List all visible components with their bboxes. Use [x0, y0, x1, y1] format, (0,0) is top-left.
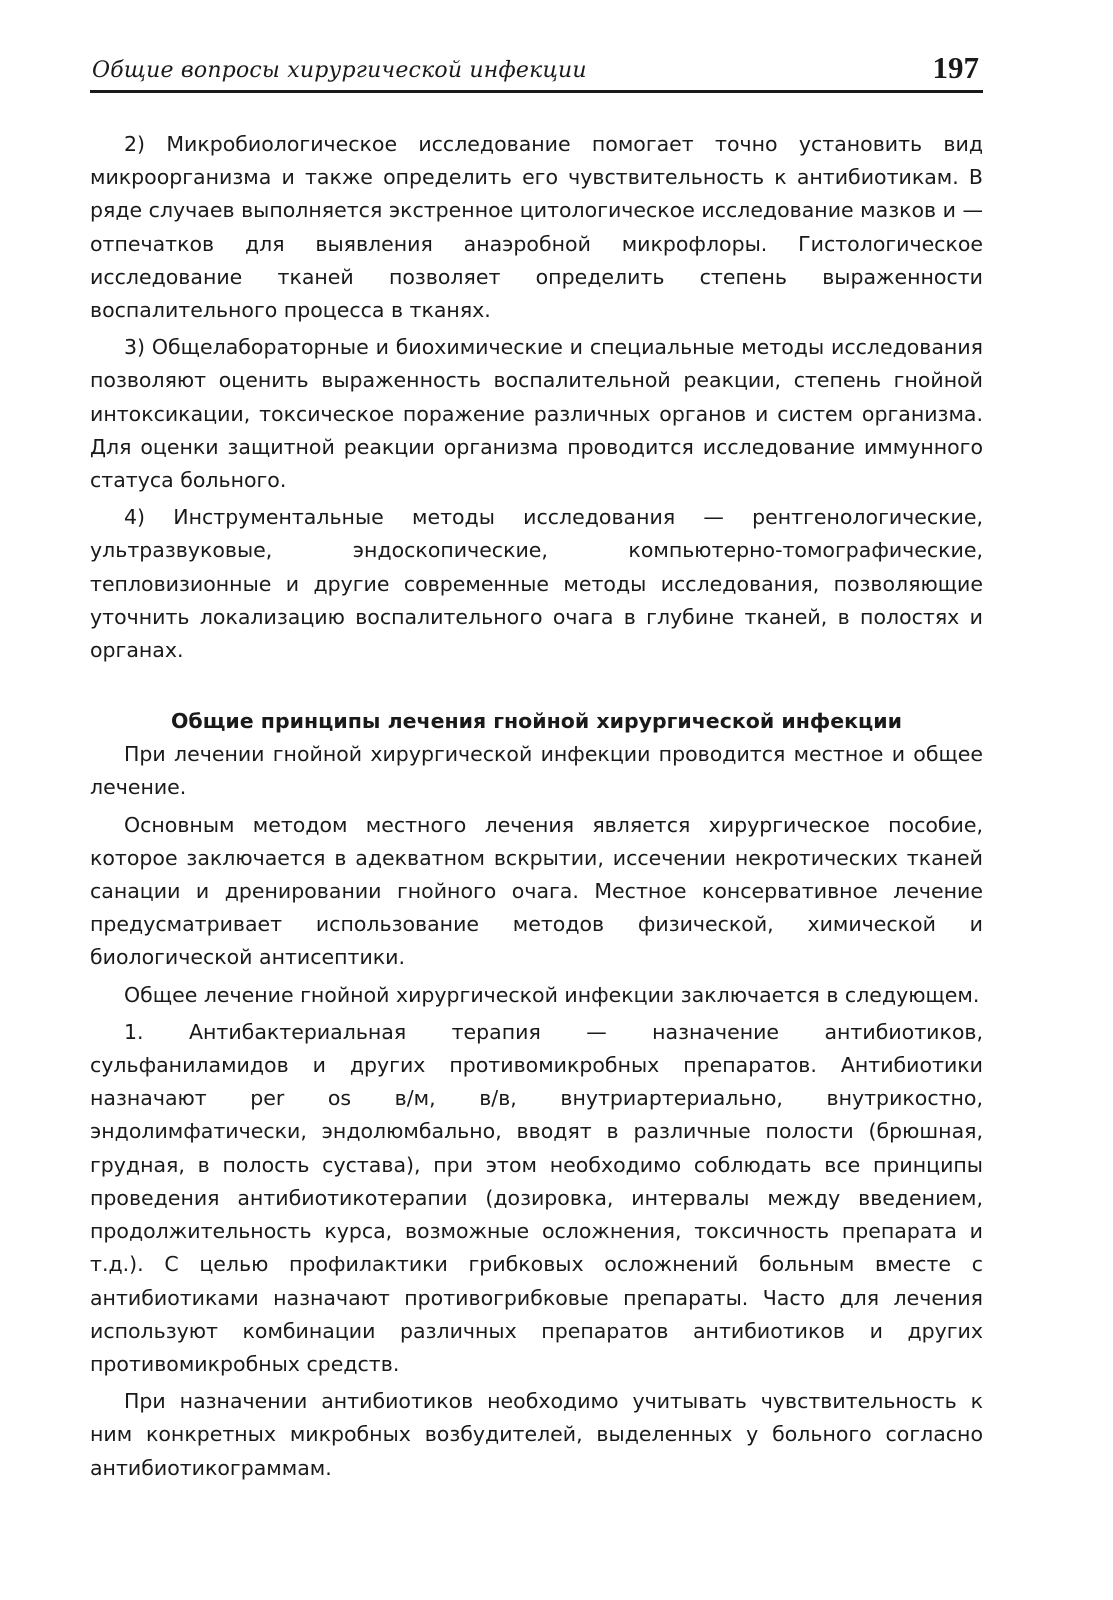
paragraph-general-treatment: Общее лечение гнойной хирургической инфекции заключается в следующем. — [124, 982, 980, 1007]
paragraph-lab-methods: 3) Общелабораторные и биохимические и специальные методы исследования позволяют оценить выраженность воспалительной реакции, степень гнойной интоксикации, токсическое поражение различных органов и систем организма. Для оценки защитной реакции организма проводится исследование иммунного статуса больного. — [90, 335, 983, 493]
page-number: 197 — [932, 50, 979, 85]
paragraph-instrumental-methods: 4) Инструментальные методы исследования — рентгенологические, ультразвуковые, эндоскопические, компьютерно-томографические, тепловизионные и другие современные методы исследования, позволяющие уточнить локализацию воспалительного очага в глубине тканей, в полостях и органах. — [90, 505, 983, 663]
running-title: Общие вопросы хирургической инфекции — [92, 58, 587, 83]
section-heading: Общие принципы лечения гнойной хирургической инфекции — [171, 709, 902, 734]
paragraph-treatment-intro: При лечении гнойной хирургической инфекции проводится местное и общее лечение. — [90, 742, 983, 800]
paragraph-antibiotic-sensitivity: При назначении антибиотиков необходимо учитывать чувствительность к ним конкретных микробных возбудителей, выделенных у больного согласно антибиотикограммам. — [90, 1389, 983, 1480]
paragraph-microbiology: 2) Микробиологическое исследование помогает точно установить вид микроорганизма и также определить его чувствительность к антибиотикам. В ряде случаев выполняется экстренное цитологическое исследование мазков и — отпечатков для выявления анаэробной микрофлоры. Гистологическое исследование тканей позволяет определить степень выраженности воспалительного процесса в тканях. — [90, 132, 983, 323]
paragraph-antibacterial-therapy: 1. Антибактериальная терапия — назначение антибиотиков, сульфаниламидов и других противомикробных препаратов. Антибиотики назначают per os в/м, в/в, внутриартериально, внутрикостно, эндолимфатически, эндолюмбально, вводят в различные полости (брюшная, грудная, в полость сустава), при этом необходимо соблюдать все принципы проведения антибиотикотерапии (дозировка, интервалы между введением, продолжительность курса, возможные осложнения, токсичность препарата и т.д.). С целью профилактики грибковых осложнений больным вместе с антибиотиками назначают противогрибковые препараты. Часто для лечения используют комбинации различных препаратов антибиотиков и других противомикробных средств. — [90, 1019, 983, 1376]
paragraph-local-treatment: Основным методом местного лечения является хирургическое пособие, которое заключается в адекватном вскрытии, иссечении некротических тканей санации и дренировании гнойного очага. Местное консервативное лечение предусматривает использование методов физической, химической и биологической антисептики. — [90, 812, 983, 970]
body-text — [90, 128, 983, 1485]
running-head — [90, 46, 983, 93]
